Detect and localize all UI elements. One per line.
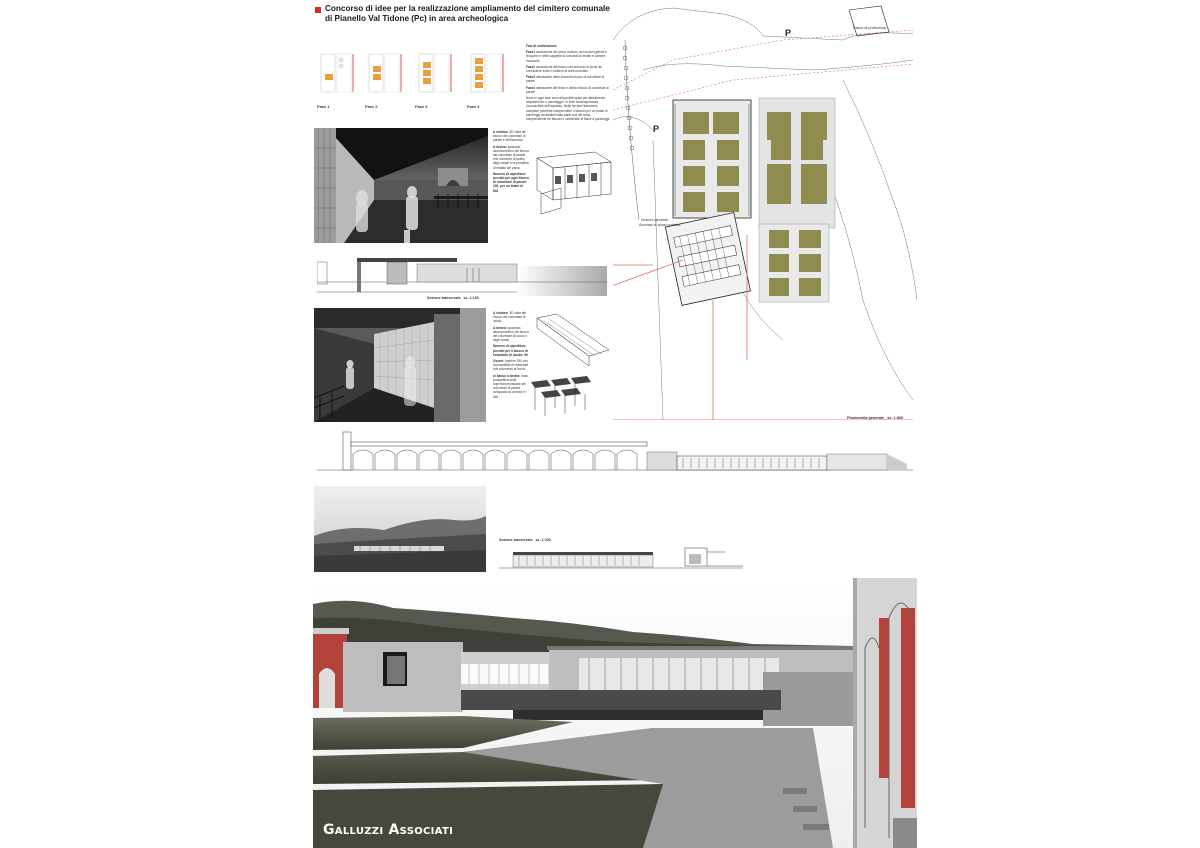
render-loculi-image xyxy=(314,308,486,422)
phase-note-key: Fase2 xyxy=(526,64,536,69)
phase-4-plan-icon xyxy=(467,52,507,100)
note-text: spaccato assonometrico del blocco dei colombari di loculo e degli ossari xyxy=(493,325,529,343)
section-b-image xyxy=(499,544,743,574)
phase-note-extra: Nota: in ogni fase sono disponibili spazi per allestimento, ampliamento e parcheggio, in forte contemporanea riconoscibile dell'impianto. Nelle tre fasi l'intervento complete potrebbe comprendere 4 blocchi per un totale di parcheggi accessibili dalla parte sud del resto, comprendente tre blocchi e cimiteriale di fasce a parcheggi. xyxy=(526,96,610,122)
axonometric-loculi-drawing xyxy=(527,310,619,424)
site-plan-note: Accesso e spazi pubblici xyxy=(639,223,681,227)
note-key: A destra: xyxy=(493,325,507,330)
aerial-photo-image xyxy=(314,486,486,572)
note-key: Numero di capsiliture previsti per ogni blocco di colombari di parete: xyxy=(493,171,529,185)
phase-note-text: ultimazione del terzo e ultimo blocco di colombari di parete xyxy=(526,85,609,94)
phase-diagrams xyxy=(317,52,507,107)
render-colonnade-view xyxy=(314,128,488,243)
section-b-caption: Sezione trasversale_ sc. 1:200 xyxy=(499,538,551,542)
main-courtyard-render xyxy=(313,578,917,848)
phase-notes-heading: Fasi di realizzazione xyxy=(526,44,557,48)
phase-notes xyxy=(526,44,610,123)
aerial-photo xyxy=(314,486,486,572)
note-text: 3D vista del blocco dei colombari di parete e dell'accesso xyxy=(493,130,527,143)
section-a-caption: Sezione trasversale_ sc. 1:100 xyxy=(427,296,479,300)
note-text: spaccato assonometrico del blocco dei colombari di parete, che consente di quello degli ossari e la pensilina di testata del parco xyxy=(493,144,529,170)
site-plan-image xyxy=(613,0,917,420)
phase-1-plan-icon xyxy=(317,52,357,100)
phase-diagram-2 xyxy=(365,52,405,107)
title-accent-square xyxy=(315,7,321,13)
notes-loculi xyxy=(493,311,529,401)
note-key: A sinistra: xyxy=(493,311,509,315)
site-plan xyxy=(613,0,917,430)
render-loculi-view xyxy=(314,308,486,422)
phase-note-text: costruzione del primo modulo, dei servizi igienici e recupero e delle cappelle di comunali di esiste e camere mortuarie xyxy=(526,50,607,63)
phase-diagram-3 xyxy=(415,52,455,107)
axonometric-loculi-image xyxy=(527,310,619,424)
render-colonnade-image xyxy=(314,128,488,243)
note-key: Numero di capsiliture previsti per il blocco di colombari di loculo: xyxy=(493,344,528,357)
site-plan-note: Fasce di protezione xyxy=(853,26,887,30)
phase-label: Fase 3 xyxy=(415,104,428,109)
axonometric-colonnade-image xyxy=(525,148,617,218)
phase-diagram-1 xyxy=(317,52,357,107)
note-key: In basso a destra: xyxy=(493,373,521,378)
phase-label: Fase 1 xyxy=(317,104,330,109)
axonometric-colonnade-drawing xyxy=(525,148,617,218)
phase-3-plan-icon xyxy=(415,52,455,100)
poster-sheet xyxy=(313,0,917,848)
phase-note-text: ultimazione della seconda blocco di colombari di parete xyxy=(526,75,605,84)
notes-colonnade xyxy=(493,130,529,195)
phase-label: Fase 2 xyxy=(365,104,378,109)
phase-diagram-4 xyxy=(467,52,507,107)
phase-note-text: costruzione del blocco del secondo di loculi da concludere sotto il cimitero di area nord-lato xyxy=(526,64,602,74)
phase-note-key: Fase1 xyxy=(526,50,536,55)
note-text: 3D vista dei blocco dei colombari di loculo xyxy=(493,311,527,324)
note-text: 100, per un totale di 844 xyxy=(493,184,523,193)
brand-wordmark: Galluzzi Associati xyxy=(323,822,454,838)
phase-label: Fase 4 xyxy=(467,104,480,109)
page-title: Concorso di idee per la realizzazione ampliamento del cimitero comunale di Pianello Val Tidone (Pc) in area archeologica xyxy=(325,4,610,23)
site-plan-note: Sezioni generali xyxy=(641,218,669,222)
phase-note-key: Fase3 xyxy=(526,75,536,80)
phase-note-key: Fase4 xyxy=(526,85,536,90)
section-a-image xyxy=(317,252,607,298)
parking-label: P xyxy=(653,124,660,134)
note-text: vista prospettica della copertura modulare dei colombari di parete sviluppato ai corridoi e i lotti xyxy=(493,373,528,399)
long-elevation-image xyxy=(317,428,913,476)
note-text: numero 190 con la possibilità di realizzarli con colombari di loculo xyxy=(493,359,529,372)
parking-label: P xyxy=(785,28,792,38)
title-block xyxy=(315,4,615,24)
note-text: 96 xyxy=(524,352,528,357)
site-plan-caption: Planimetria generale_ sc. 1:500 xyxy=(847,416,904,420)
note-key: A sinistra: xyxy=(493,130,509,134)
main-courtyard-image xyxy=(313,578,917,848)
section-drawing-a xyxy=(317,252,607,302)
note-key: Ossari: xyxy=(493,359,504,364)
note-key: A destra: xyxy=(493,144,507,149)
phase-2-plan-icon xyxy=(365,52,405,100)
section-drawing-b xyxy=(499,538,743,574)
long-elevation-drawing xyxy=(317,428,913,476)
